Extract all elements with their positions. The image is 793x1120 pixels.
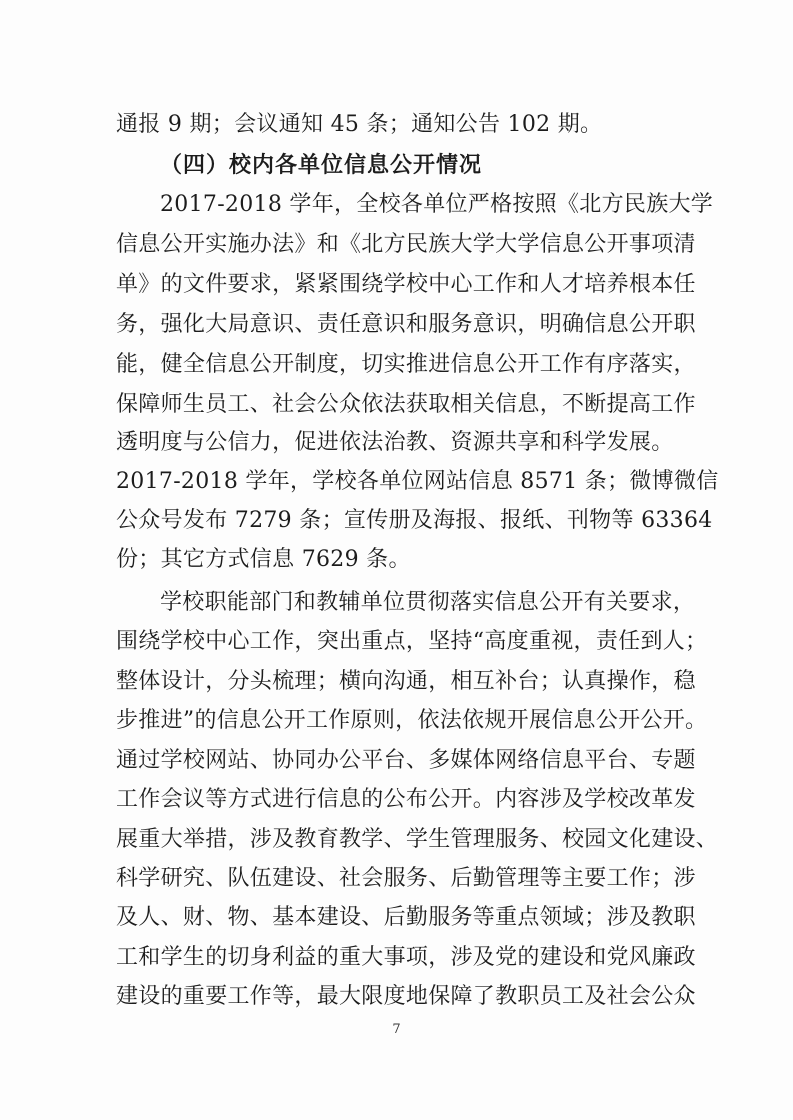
text-line: 工和学生的切身利益的重大事项，涉及党的建设和党风廉政 xyxy=(116,945,696,970)
text-line: 透明度与公信力，促进依法治教、资源共享和科学发展。 xyxy=(116,430,674,455)
text-line: 展重大举措，涉及教育教学、学生管理服务、校园文化建设、 xyxy=(116,827,719,852)
text-line: 信息公开实施办法》和《北方民族大学大学信息公开事项清 xyxy=(116,232,696,257)
text-line: 建设的重要工作等，最大限度地保障了教职员工及社会公众 xyxy=(116,984,696,1009)
text-line: 能，健全信息公开制度，切实推进信息公开工作有序落实， xyxy=(116,352,696,377)
text-line: 围绕学校中心工作，突出重点，坚持“高度重视，责任到人； xyxy=(116,629,708,654)
text-line: 份；其它方式信息 7629 条。 xyxy=(116,547,411,572)
page-number: 7 xyxy=(392,1022,401,1037)
text-line: 科学研究、队伍建设、社会服务、后勤管理等主要工作；涉 xyxy=(116,866,696,891)
text-line: 2017-2018 学年，学校各单位网站信息 8571 条；微博微信 xyxy=(116,469,719,494)
text-line: 2017-2018 学年，全校各单位严格按照《北方民族大学 xyxy=(160,192,714,217)
text-line: 单》的文件要求，紧紧围绕学校中心工作和人才培养根本任 xyxy=(116,272,696,297)
text-line: 学校职能部门和教辅单位贯彻落实信息公开有关要求， xyxy=(160,590,696,615)
text-line: 通过学校网站、协同办公平台、多媒体网络信息平台、专题 xyxy=(116,748,696,773)
text-line: 保障师生员工、社会公众依法获取相关信息，不断提高工作 xyxy=(116,392,696,417)
text-line: 通报 9 期；会议通知 45 条；通知公告 102 期。 xyxy=(116,112,603,137)
text-line: 公众号发布 7279 条；宣传册及海报、报纸、刊物等 63364 xyxy=(116,508,713,533)
section-heading: （四）校内各单位信息公开情况 xyxy=(160,152,483,178)
text-line: 务，强化大局意识、责任意识和服务意识，明确信息公开职 xyxy=(116,312,696,337)
text-line: 整体设计，分头梳理；横向沟通，相互补台；认真操作，稳 xyxy=(116,669,696,694)
text-line: 步推进”的信息公开工作原则，依法依规开展信息公开公开。 xyxy=(116,708,708,733)
text-line: 工作会议等方式进行信息的公布公开。内容涉及学校改革发 xyxy=(116,787,696,812)
text-line: 及人、财、物、基本建设、后勤服务等重点领域；涉及教职 xyxy=(116,905,696,930)
